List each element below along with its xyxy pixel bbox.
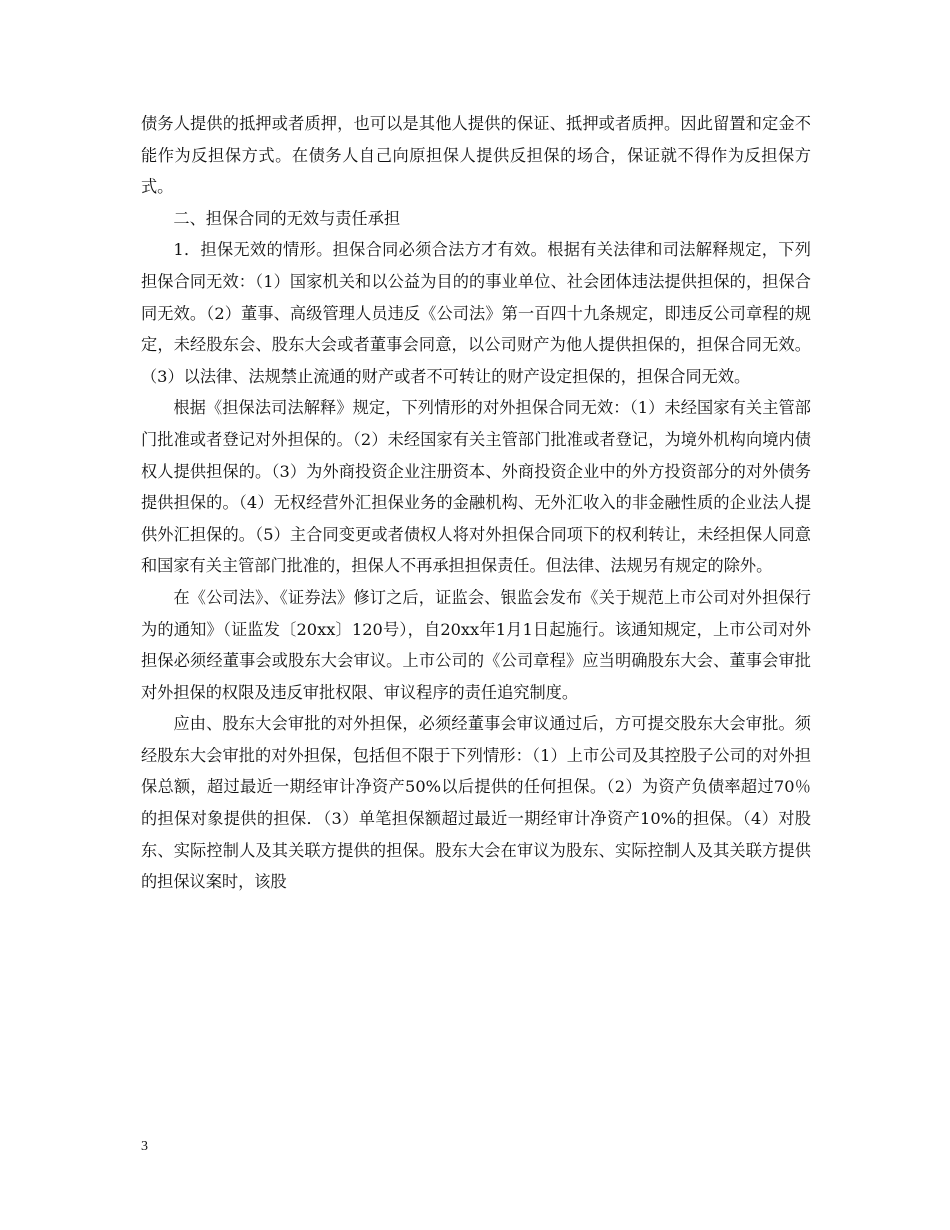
paragraph-invalid-situations: 1．担保无效的情形。担保合同必须合法方才有效。根据有关法律和司法解释规定，下列担保合同无效：（1）国家机关和以公益为目的的事业单位、社会团体违法提供担保的，担保合同无效。（2）董事、高级管理人员违反《公司法》第一百四十九条规定，即违反公司章程的规定，未经股东会、股东大会或者董事会同意，以公司财产为他人提供担保的，担保合同无效。（3）以法律、法规禁止流通的财产或者不可转让的财产设定担保的，担保合同无效。 [141, 240, 811, 386]
document-body [141, 108, 811, 898]
paragraph-csrc-notice: 在《公司法》、《证券法》修订之后，证监会、银监会发布《关于规范上市公司对外担保行为的通知》（证监发〔20xx〕120号），自20xx年1月1日起施行。该通知规定，上市公司对外担保必须经董事会或股东大会审议。上市公司的《公司章程》应当明确股东大会、董事会审批对外担保的权限及违反审批权限、审议程序的责任追究制度。 [141, 587, 811, 702]
paragraph-shareholder-approval: 应由、股东大会审批的对外担保，必须经董事会审议通过后，方可提交股东大会审批。须经股东大会审批的对外担保，包括但不限于下列情形：（1）上市公司及其控股子公司的对外担保总额，超过最近一期经审计净资产50%以后提供的任何担保。（2）为资产负债率超过70％的担保对象提供的担保．（3）单笔担保额超过最近一期经审计净资产10%的担保。（4）对股东、实际控制人及其关联方提供的担保。股东大会在审议为股东、实际控制人及其关联方提供的担保议案时，该股 [141, 714, 811, 892]
section-heading: 二、担保合同的无效与责任承担 [173, 208, 401, 228]
paragraph-judicial-interpretation: 根据《担保法司法解释》规定，下列情形的对外担保合同无效：（1）未经国家有关主管部门批准或者登记对外担保的。（2）未经国家有关主管部门批准或者登记，为境外机构向境内债权人提供担保的。（3）为外商投资企业注册资本、外商投资企业中的外方投资部分的对外债务提供担保的。（4）无权经营外汇担保业务的金融机构、无外汇收入的非金融性质的企业法人提供外汇担保的。（5）主合同变更或者债权人将对外担保合同项下的权利转让，未经担保人同意和国家有关主管部门批准的，担保人不再承担担保责任。但法律、法规另有规定的除外。 [141, 398, 811, 576]
paragraph-continuation: 债务人提供的抵押或者质押，也可以是其他人提供的保证、抵押或者质押。因此留置和定金不能作为反担保方式。在债务人自己向原担保人提供反担保的场合，保证就不得作为反担保方式。 [141, 114, 811, 197]
page-number: 3 [141, 1139, 148, 1154]
